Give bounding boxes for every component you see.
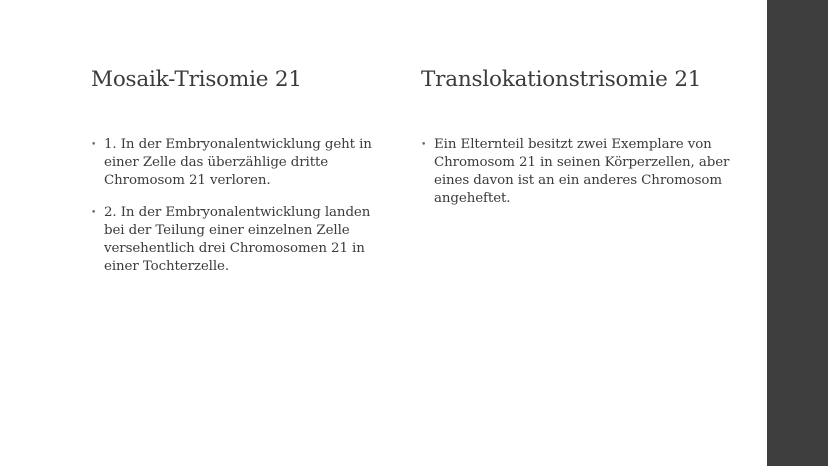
left-column xyxy=(91,66,391,290)
list-item xyxy=(91,136,391,190)
bullet-icon: • xyxy=(421,140,427,150)
side-accent-bar xyxy=(767,0,828,466)
list-item xyxy=(91,204,391,276)
bullet-text: Ein Elternteil besitzt zwei Exemplare von Chromosom 21 in seinen Körperzellen, aber eines davon ist an ein anderes Chromosom angeheftet. xyxy=(434,137,730,206)
bullet-icon: • xyxy=(91,208,97,218)
bullet-text: 1. In der Embryonalentwicklung geht in einer Zelle das überzählige dritte Chromosom 21 verloren. xyxy=(104,137,372,188)
list-item xyxy=(421,136,731,208)
bullet-text: 2. In der Embryonalentwicklung landen bei der Teilung einer einzelnen Zelle versehentlich drei Chromosomen 21 in einer Tochterzelle. xyxy=(104,205,371,274)
left-column-title: Mosaik-Trisomie 21 xyxy=(91,67,302,92)
left-bullet-list xyxy=(91,136,391,276)
right-column xyxy=(421,66,731,222)
right-bullet-list xyxy=(421,136,731,208)
bullet-icon: • xyxy=(91,140,97,150)
right-column-title: Translokationstrisomie 21 xyxy=(421,67,702,92)
